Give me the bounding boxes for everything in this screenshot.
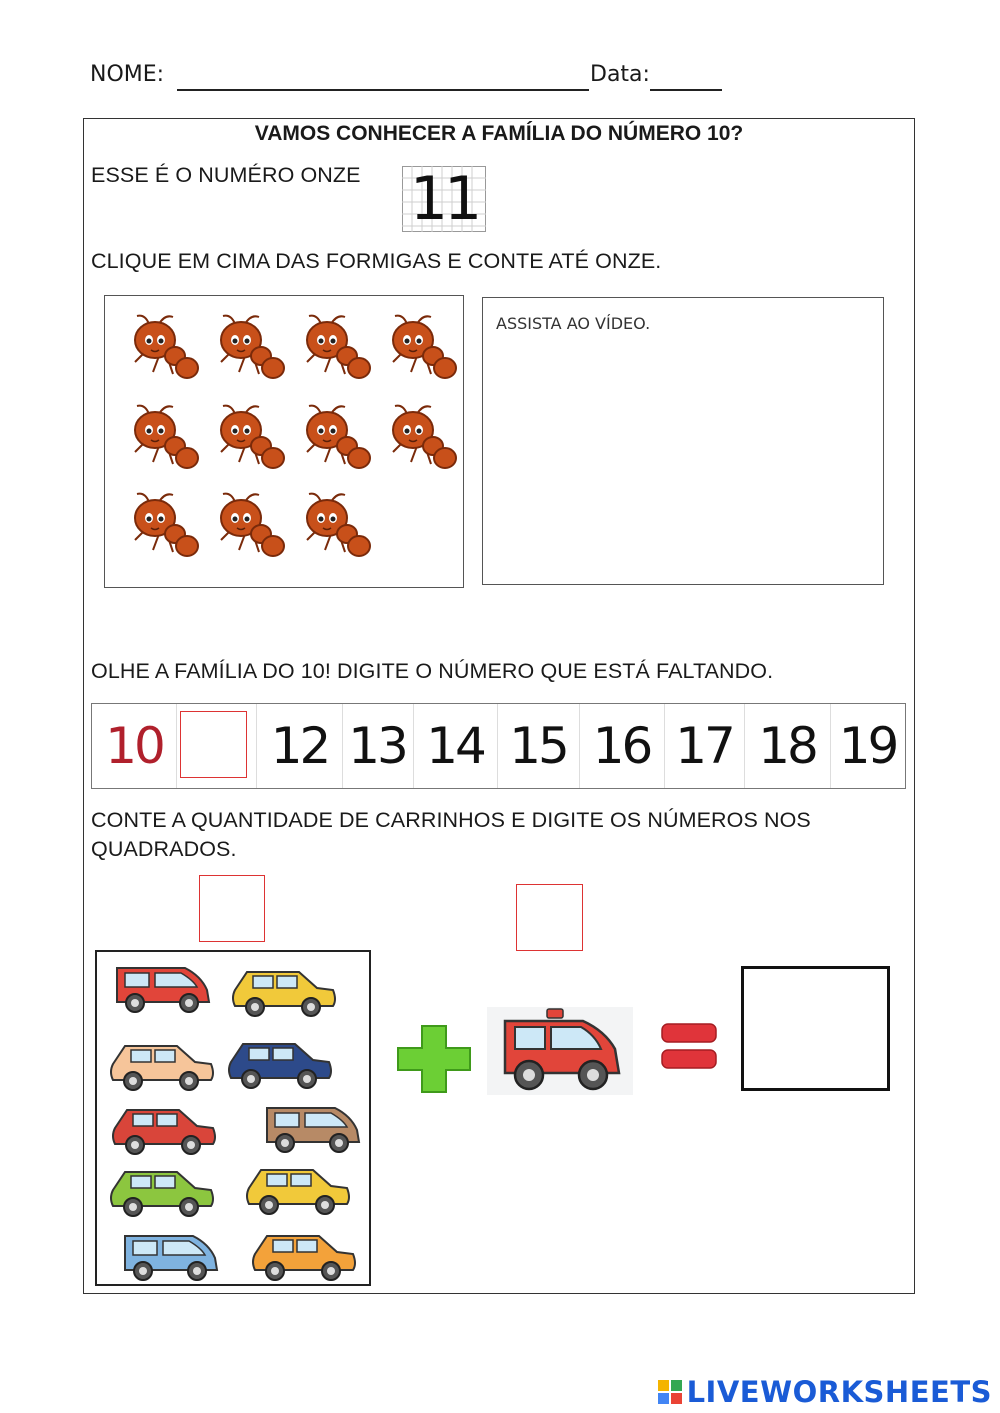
car-orange	[253, 1236, 355, 1280]
family-instruction: OLHE A FAMÍLIA DO 10! DIGITE O NÚMERO QUE ESTÁ FALTANDO.	[91, 659, 774, 683]
ant-6[interactable]	[221, 406, 284, 468]
cars-count-input[interactable]	[199, 875, 265, 942]
date-label: Data:	[590, 62, 650, 87]
cars-illustration	[97, 952, 369, 1284]
car-brown-van	[267, 1108, 359, 1152]
ant-11[interactable]	[307, 494, 370, 556]
car-red-van	[117, 968, 209, 1012]
sum-answer-input[interactable]	[741, 966, 890, 1091]
number-cell-17: 17	[664, 704, 745, 788]
ants-instruction: CLIQUE EM CIMA DAS FORMIGAS E CONTE ATÉ ONZE.	[91, 249, 662, 273]
ant-9[interactable]	[135, 494, 198, 556]
car-light-blue-van	[125, 1236, 217, 1280]
car-yellow-taxi-2	[247, 1170, 349, 1214]
ant-7[interactable]	[307, 406, 370, 468]
car-green	[111, 1172, 213, 1216]
name-line	[177, 89, 589, 91]
date-line	[650, 89, 722, 91]
car-red-sedan	[113, 1110, 215, 1154]
ants-picture[interactable]	[104, 295, 464, 588]
ants-illustration	[105, 296, 463, 587]
cars-instruction-line1: CONTE A QUANTIDADE DE CARRINHOS E DIGITE OS NÚMEROS NOS	[91, 808, 811, 832]
cars-instruction-line2: QUADRADOS.	[91, 837, 237, 861]
single-car-count-input[interactable]	[516, 884, 583, 951]
car-yellow-taxi	[233, 972, 335, 1016]
number-cell-19: 19	[838, 717, 897, 775]
liveworksheets-logo	[657, 1375, 992, 1409]
number-eleven-card	[402, 166, 486, 232]
missing-number-input[interactable]	[180, 711, 247, 778]
logo-icon	[657, 1379, 683, 1405]
big-number: 11	[409, 164, 479, 234]
equals-icon	[660, 1022, 718, 1072]
car-peach	[111, 1046, 213, 1090]
name-label: NOME:	[90, 62, 165, 87]
number-cell-16: 16	[579, 704, 665, 788]
logo-text: LIVEWORKSHEETS	[686, 1375, 992, 1409]
ant-2[interactable]	[221, 316, 284, 378]
worksheet-title: VAMOS CONHECER A FAMÍLIA DO NÚMERO 10?	[254, 122, 744, 145]
ant-1[interactable]	[135, 316, 198, 378]
ant-4[interactable]	[393, 316, 456, 378]
ant-10[interactable]	[221, 494, 284, 556]
video-label: ASSISTA AO VÍDEO.	[496, 314, 651, 333]
number-sequence-strip	[91, 703, 906, 789]
number-cell-18: 18	[744, 704, 831, 788]
intro-text: ESSE É O NUMÉRO ONZE	[91, 163, 361, 187]
plus-icon	[394, 1022, 474, 1096]
number-cell-15: 15	[497, 704, 580, 788]
number-cell-13: 13	[341, 704, 414, 788]
number-cell-14: 14	[413, 704, 498, 788]
ant-8[interactable]	[393, 406, 456, 468]
ant-3[interactable]	[307, 316, 370, 378]
number-cell-10: 10	[92, 704, 177, 788]
single-car-picture	[487, 1007, 633, 1095]
video-player[interactable]	[482, 297, 884, 585]
number-cell-12: 12	[256, 704, 343, 788]
cars-group-picture	[95, 950, 371, 1286]
ant-5[interactable]	[135, 406, 198, 468]
car-blue-pickup	[229, 1044, 331, 1088]
